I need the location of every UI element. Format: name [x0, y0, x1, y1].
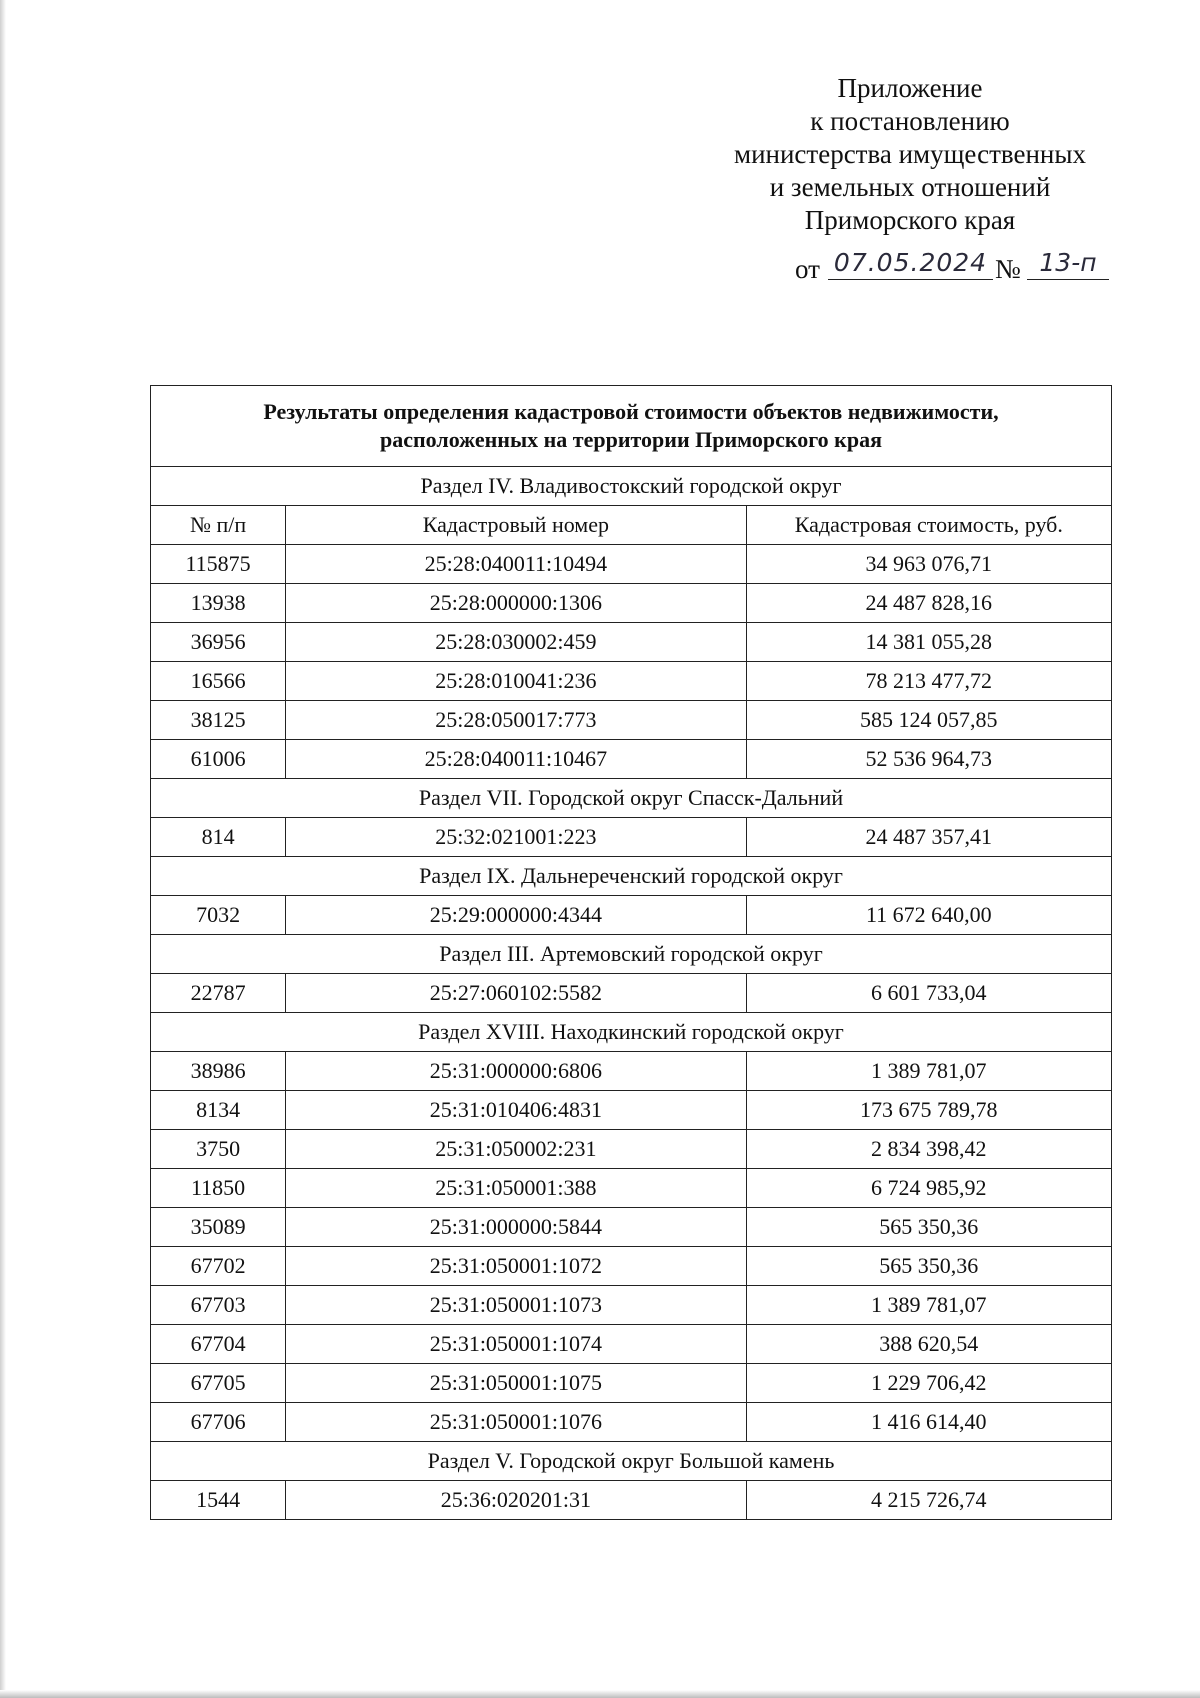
- section-title: Раздел XVIII. Находкинский городской округ: [151, 1013, 1112, 1052]
- table-row: [151, 1130, 1112, 1169]
- cadastral-value-cell: 2 834 398,42: [746, 1130, 1111, 1169]
- cadastral-value-cell: 6 724 985,92: [746, 1169, 1111, 1208]
- table-row: [151, 1091, 1112, 1130]
- cadastral-number-cell: 25:28:040011:10467: [286, 740, 746, 779]
- cadastral-number-cell: 25:31:050001:388: [286, 1169, 746, 1208]
- cadastral-value-cell: 388 620,54: [746, 1325, 1111, 1364]
- cadastral-value-cell: 1 416 614,40: [746, 1403, 1111, 1442]
- cadastral-number-cell: 25:31:050001:1075: [286, 1364, 746, 1403]
- cadastral-number-cell: 25:31:010406:4831: [286, 1091, 746, 1130]
- decree-date-number: [795, 248, 1125, 288]
- appendix-header-line: и земельных отношений: [769, 172, 1051, 202]
- table-row: [151, 1286, 1112, 1325]
- table-row: [151, 896, 1112, 935]
- cadastral-value-cell: 52 536 964,73: [746, 740, 1111, 779]
- appendix-header-line: Приложение: [837, 73, 983, 103]
- appendix-header: [700, 72, 1120, 237]
- table-row: [151, 1481, 1112, 1520]
- cadastral-value-cell: 4 215 726,74: [746, 1481, 1111, 1520]
- column-header: Кадастровая стоимость, руб.: [746, 506, 1111, 545]
- section-row: [151, 857, 1112, 896]
- cadastral-number-cell: 25:28:000000:1306: [286, 584, 746, 623]
- section-title: Раздел III. Артемовский городской округ: [151, 935, 1112, 974]
- table-row: [151, 1052, 1112, 1091]
- cadastral-number-cell: 25:31:000000:6806: [286, 1052, 746, 1091]
- row-number-cell: 38125: [151, 701, 286, 740]
- cadastral-value-cell: 1 389 781,07: [746, 1052, 1111, 1091]
- section-title: Раздел V. Городской округ Большой камень: [151, 1442, 1112, 1481]
- table-row: [151, 623, 1112, 662]
- cadastral-number-cell: 25:32:021001:223: [286, 818, 746, 857]
- section-row: [151, 1013, 1112, 1052]
- row-number-cell: 36956: [151, 623, 286, 662]
- date-prefix: от: [795, 254, 820, 284]
- row-number-cell: 67702: [151, 1247, 286, 1286]
- cadastral-value-cell: 585 124 057,85: [746, 701, 1111, 740]
- cadastral-number-cell: 25:28:040011:10494: [286, 545, 746, 584]
- row-number-cell: 16566: [151, 662, 286, 701]
- row-number-cell: 1544: [151, 1481, 286, 1520]
- cadastral-value-cell: 24 487 357,41: [746, 818, 1111, 857]
- column-header: Кадастровый номер: [286, 506, 746, 545]
- cadastral-value-cell: 24 487 828,16: [746, 584, 1111, 623]
- row-number-cell: 22787: [151, 974, 286, 1013]
- cadastral-number-cell: 25:36:020201:31: [286, 1481, 746, 1520]
- row-number-cell: 115875: [151, 545, 286, 584]
- cadastral-number-cell: 25:31:050001:1072: [286, 1247, 746, 1286]
- cadastral-value-cell: 34 963 076,71: [746, 545, 1111, 584]
- table-row: [151, 1403, 1112, 1442]
- row-number-cell: 11850: [151, 1169, 286, 1208]
- cadastral-value-cell: 11 672 640,00: [746, 896, 1111, 935]
- cadastral-number-cell: 25:28:030002:459: [286, 623, 746, 662]
- section-row: [151, 467, 1112, 506]
- cadastral-results-table: [150, 385, 1112, 1520]
- cadastral-number-cell: 25:28:050017:773: [286, 701, 746, 740]
- appendix-header-line: Приморского края: [804, 205, 1016, 235]
- cadastral-value-cell: 14 381 055,28: [746, 623, 1111, 662]
- section-title: Раздел IV. Владивостокский городской округ: [151, 467, 1112, 506]
- appendix-header-line: к постановлению: [810, 106, 1010, 136]
- table-row: [151, 1364, 1112, 1403]
- section-title: Раздел VII. Городской округ Спасск-Дальний: [151, 779, 1112, 818]
- row-number-cell: 38986: [151, 1052, 286, 1091]
- column-header-row: [151, 506, 1112, 545]
- cadastral-number-cell: 25:31:050002:231: [286, 1130, 746, 1169]
- cadastral-value-cell: 78 213 477,72: [746, 662, 1111, 701]
- scan-edge-bottom: [0, 1690, 1200, 1698]
- row-number-cell: 13938: [151, 584, 286, 623]
- table-title-line: Результаты определения кадастровой стоимости объектов недвижимости,: [263, 399, 999, 424]
- row-number-cell: 67703: [151, 1286, 286, 1325]
- section-title: Раздел IX. Дальнереченский городской округ: [151, 857, 1112, 896]
- cadastral-number-cell: 25:31:050001:1074: [286, 1325, 746, 1364]
- cadastral-number-cell: 25:29:000000:4344: [286, 896, 746, 935]
- row-number-cell: 67705: [151, 1364, 286, 1403]
- decree-number-handwritten: 13-п: [1027, 248, 1109, 280]
- table-row: [151, 740, 1112, 779]
- cadastral-value-cell: 565 350,36: [746, 1208, 1111, 1247]
- table-row: [151, 545, 1112, 584]
- cadastral-number-cell: 25:31:000000:5844: [286, 1208, 746, 1247]
- table-row: [151, 662, 1112, 701]
- table-row: [151, 701, 1112, 740]
- row-number-cell: 814: [151, 818, 286, 857]
- row-number-cell: 67704: [151, 1325, 286, 1364]
- cadastral-number-cell: 25:31:050001:1073: [286, 1286, 746, 1325]
- table-row: [151, 584, 1112, 623]
- row-number-cell: 8134: [151, 1091, 286, 1130]
- decree-date-handwritten: 07.05.2024: [828, 248, 993, 280]
- cadastral-value-cell: 173 675 789,78: [746, 1091, 1111, 1130]
- row-number-cell: 61006: [151, 740, 286, 779]
- section-row: [151, 935, 1112, 974]
- cadastral-number-cell: 25:28:010041:236: [286, 662, 746, 701]
- section-row: [151, 779, 1112, 818]
- section-row: [151, 1442, 1112, 1481]
- cadastral-number-cell: 25:27:060102:5582: [286, 974, 746, 1013]
- row-number-cell: 7032: [151, 896, 286, 935]
- column-header: № п/п: [151, 506, 286, 545]
- table-row: [151, 974, 1112, 1013]
- table-row: [151, 1325, 1112, 1364]
- row-number-cell: 35089: [151, 1208, 286, 1247]
- cadastral-value-cell: 1 389 781,07: [746, 1286, 1111, 1325]
- table-row: [151, 1208, 1112, 1247]
- table-title-line: расположенных на территории Приморского края: [380, 427, 882, 452]
- table-title-row: [151, 386, 1112, 467]
- cadastral-number-cell: 25:31:050001:1076: [286, 1403, 746, 1442]
- table-row: [151, 1247, 1112, 1286]
- table-row: [151, 1169, 1112, 1208]
- table-row: [151, 818, 1112, 857]
- cadastral-value-cell: 565 350,36: [746, 1247, 1111, 1286]
- cadastral-value-cell: 1 229 706,42: [746, 1364, 1111, 1403]
- row-number-cell: 3750: [151, 1130, 286, 1169]
- appendix-header-line: министерства имущественных: [734, 139, 1086, 169]
- number-sign: №: [995, 254, 1021, 284]
- table-body: [151, 386, 1112, 1520]
- table-title: [151, 386, 1112, 467]
- scan-edge-left: [0, 0, 6, 1698]
- row-number-cell: 67706: [151, 1403, 286, 1442]
- cadastral-value-cell: 6 601 733,04: [746, 974, 1111, 1013]
